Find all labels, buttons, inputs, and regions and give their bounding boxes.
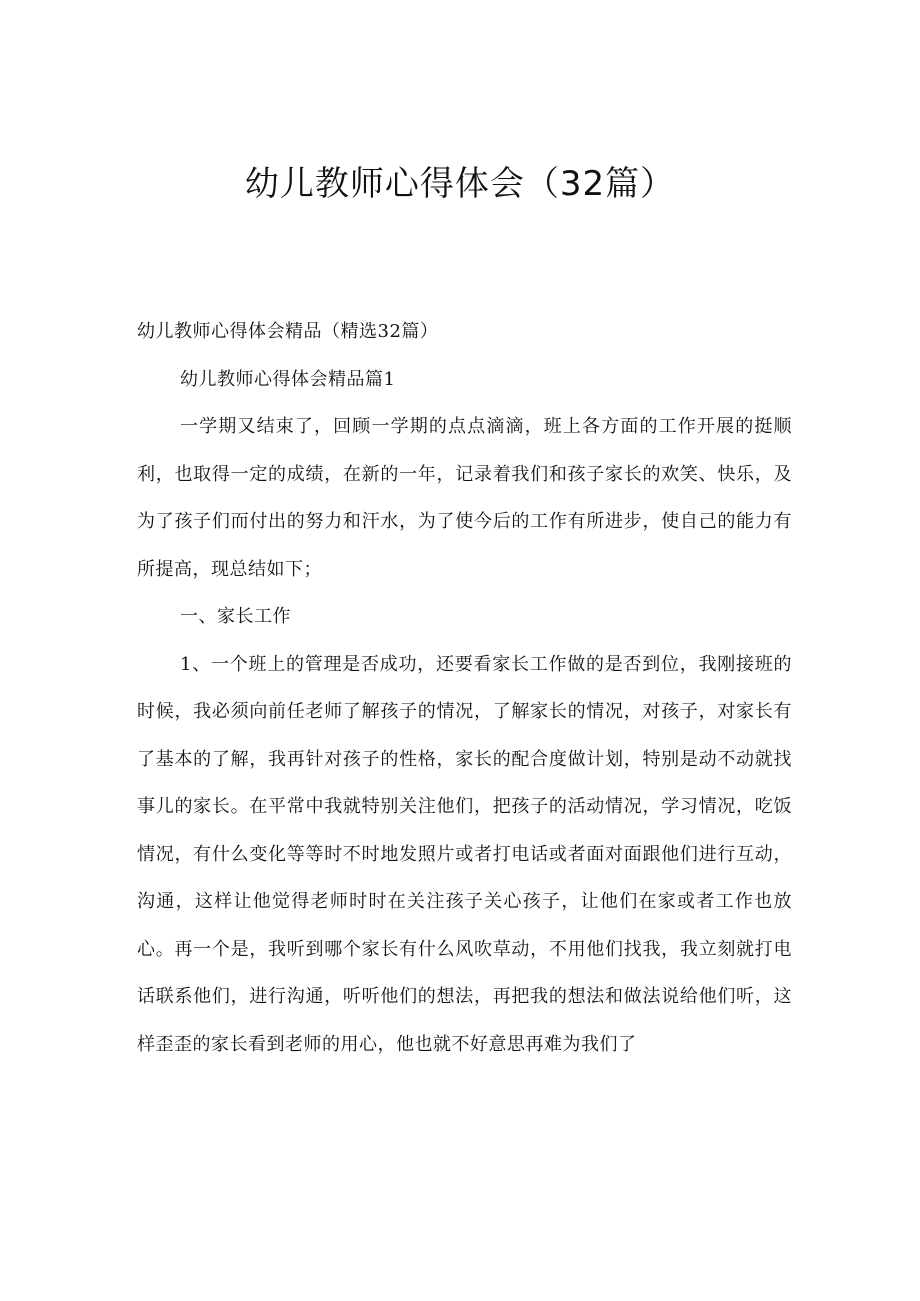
- paragraph-parent-work: 1、一个班上的管理是否成功，还要看家长工作做的是否到位，我刚接班的时候，我必须向前任老师了解孩子的情况，了解家长的情况，对孩子，对家长有了基本的了解，我再针对孩子的性格，家长的配合度做计划，特别是动不动就找事儿的家长。在平常中我就特别关注他们，把孩子的活动情况，学习情况，吃饭情况，有什么变化等等时不时地发照片或者打电话或者面对面跟他们进行互动，沟通，这样让他觉得老师时时在关注孩子关心孩子，让他们在家或者工作也放心。再一个是，我听到哪个家长有什么风吹草动，不用他们找我，我立刻就打电话联系他们，进行沟通，听听他们的想法，再把我的想法和做法说给他们听，这样歪歪的家长看到老师的用心，他也就不好意思再难为我们了: [137, 653, 792, 1055]
- document-title: 幼儿教师心得体会（32篇）: [244, 164, 676, 204]
- document-subtitle: 幼儿教师心得体会精品（精选32篇）: [137, 321, 439, 342]
- paragraph-intro: 一学期又结束了，回顾一学期的点点滴滴，班上各方面的工作开展的挺顺利，也取得一定的成绩，在新的一年，记录着我们和孩子家长的欢笑、快乐，及为了孩子们而付出的努力和汗水，为了使今后的工作有所进步，使自己的能力有所提高，现总结如下；: [137, 416, 792, 580]
- section-heading: 幼儿教师心得体会精品篇1: [180, 368, 396, 390]
- document-body: [137, 308, 792, 1068]
- subheading-parent-work: 一、家长工作: [180, 606, 291, 627]
